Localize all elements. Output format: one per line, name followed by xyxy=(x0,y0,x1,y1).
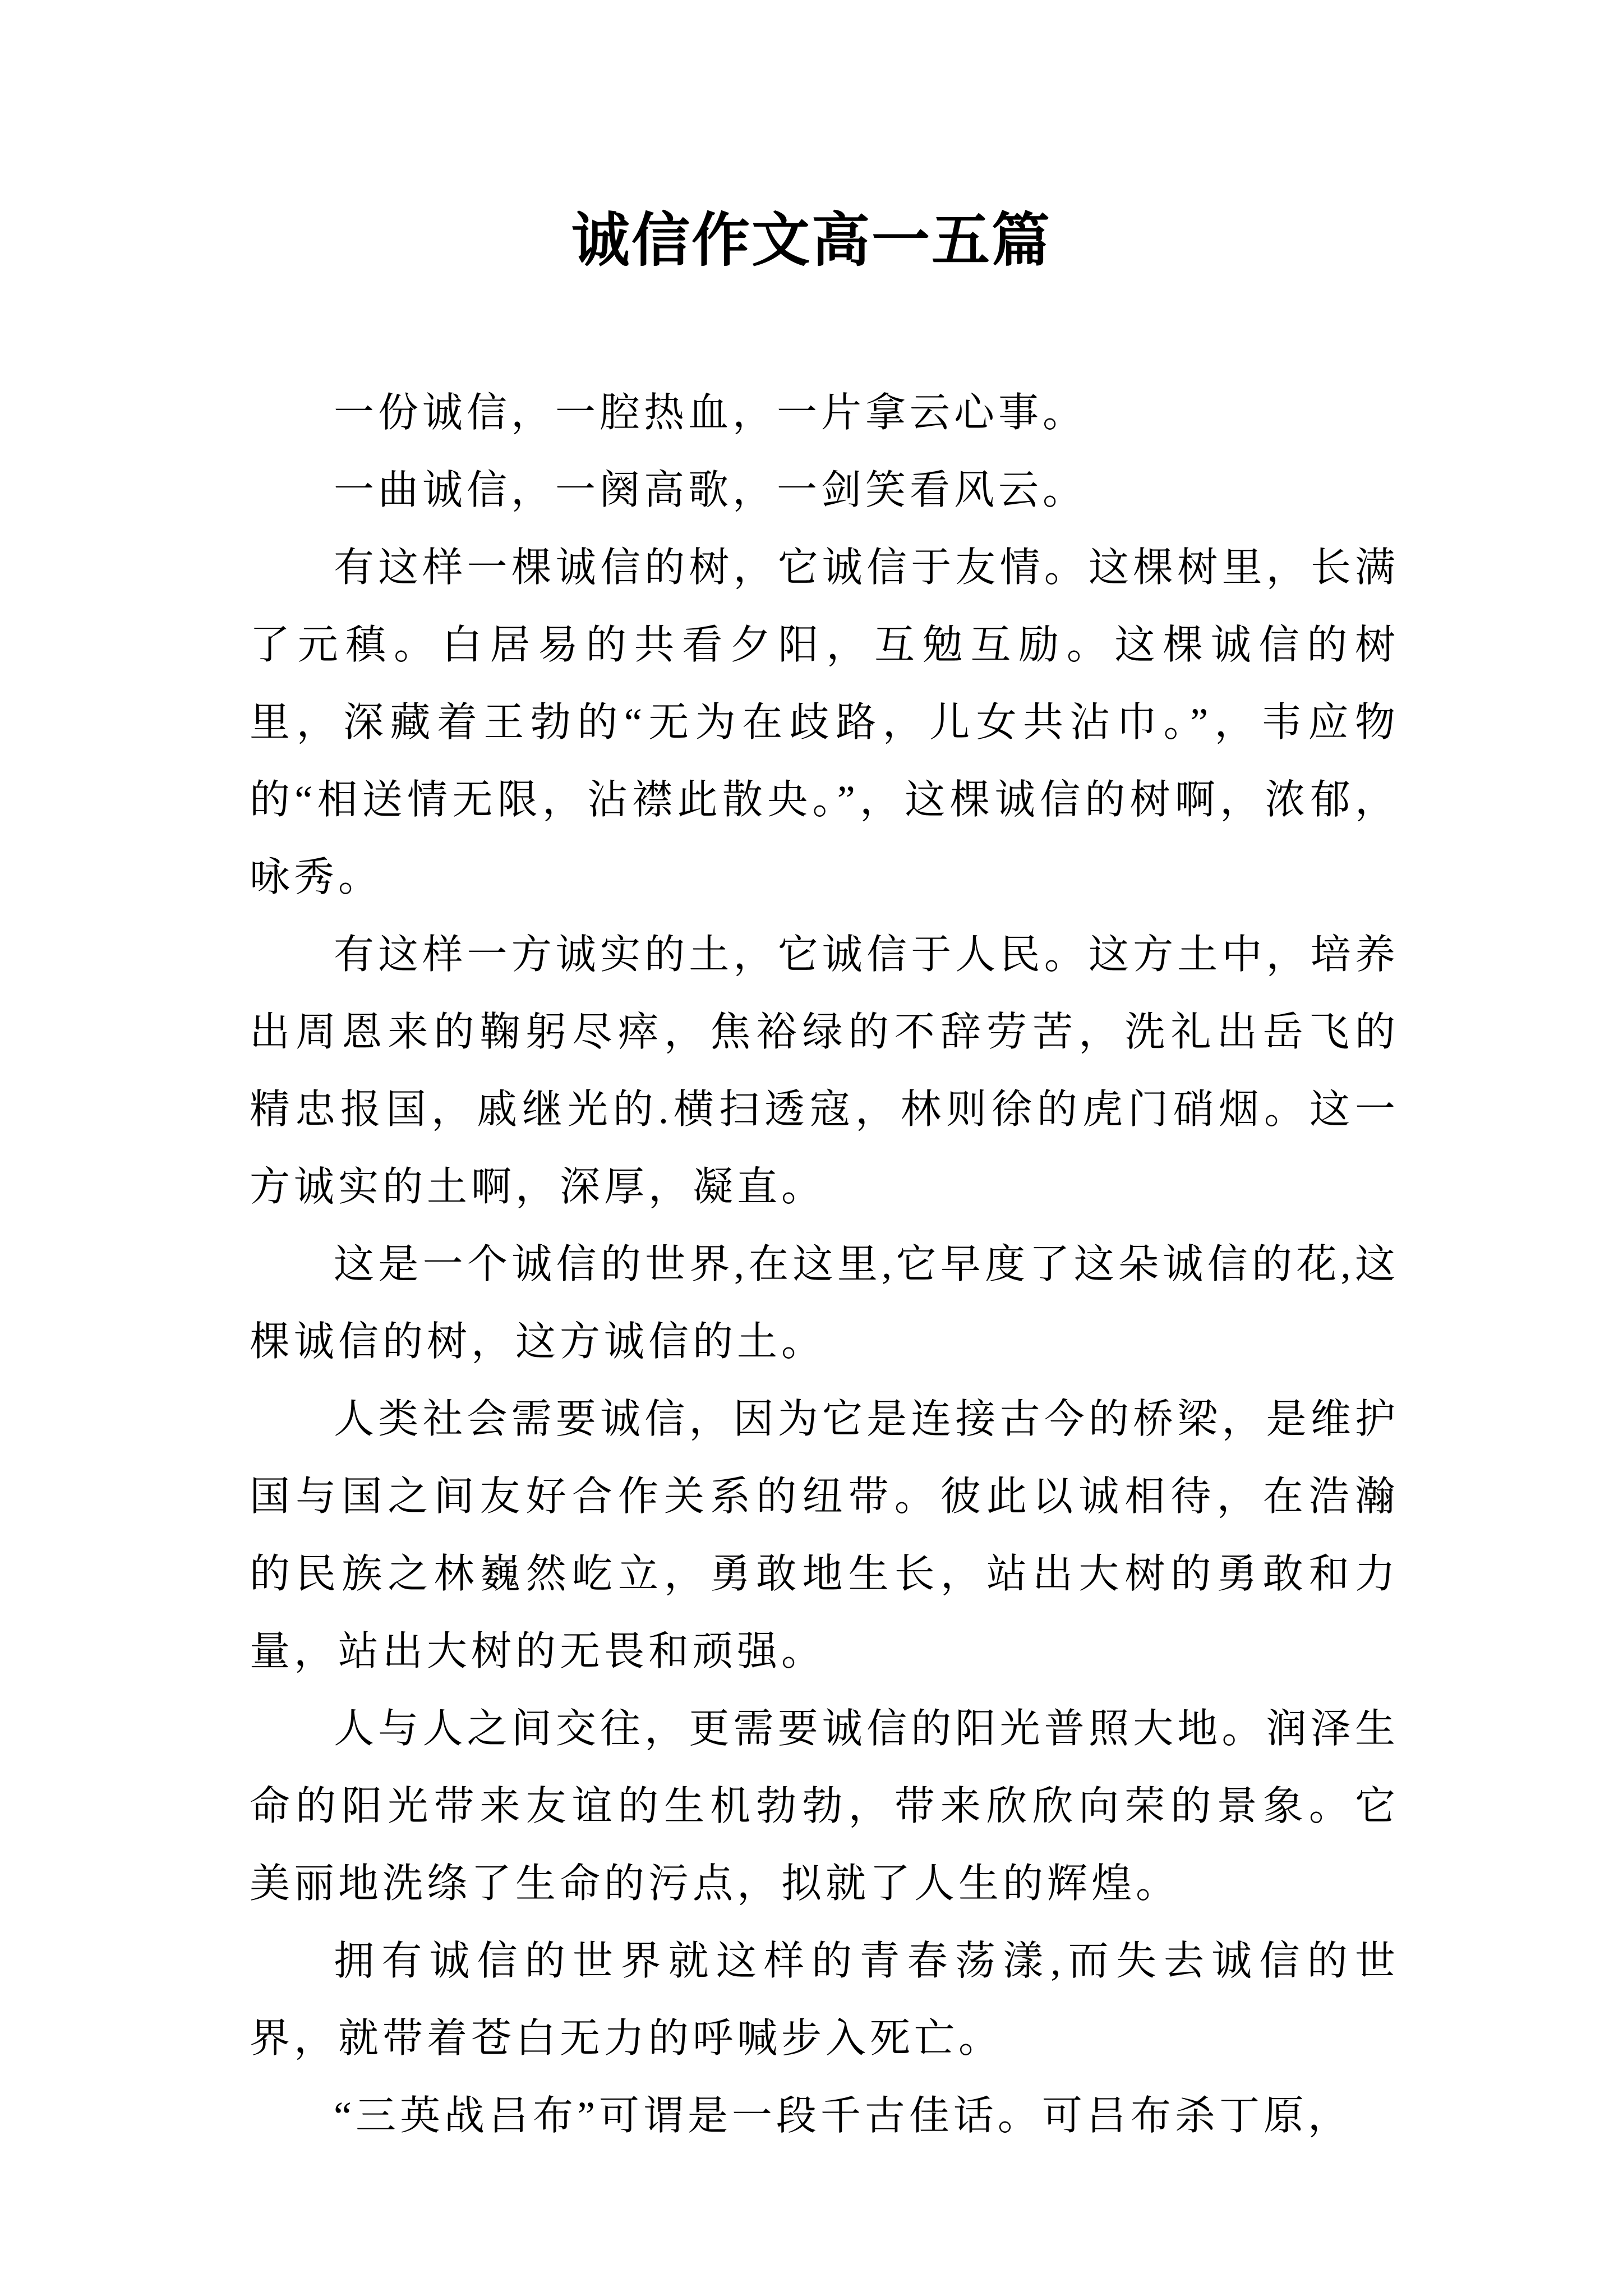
document-title: 诚信作文高一五篇 xyxy=(571,209,1052,273)
paragraph: 人与人之间交往，更需要诚信的阳光普照大地。润泽生命的阳光带来友谊的生机勃勃，带来欣欣向荣的景象。它美丽地洗绦了生命的污点，拟就了人生的辉煌。 xyxy=(250,1706,1399,1906)
paragraph: 拥有诚信的世界就这样的青春荡漾,而失去诚信的世界，就带着苍白无力的呼喊步入死亡。 xyxy=(250,1939,1399,2061)
paragraph: 人类社会需要诚信，因为它是连接古今的桥梁，是维护国与国之间友好合作关系的纽带。彼此以诚相待，在浩瀚的民族之林巍然屹立，勇敢地生长，站出大树的勇敢和力量，站出大树的无畏和顽强。 xyxy=(250,1397,1399,1674)
paragraph: 一份诚信，一腔热血，一片拿云心事。 xyxy=(334,390,1087,435)
paragraph: 这是一个诚信的世界,在这里,它早度了这朵诚信的花,这棵诚信的树，这方诚信的土。 xyxy=(250,1242,1399,1364)
paragraph: “三英战吕布”可谓是一段千古佳话。可吕布杀丁原， xyxy=(334,2093,1352,2138)
paragraph: 一曲诚信，一阕高歌，一剑笑看风云。 xyxy=(334,468,1087,513)
body-text xyxy=(250,374,1399,2155)
paragraph: 有这样一棵诚信的树，它诚信于友情。这棵树里，长满了元稹。白居易的共看夕阳，互勉互励。这棵诚信的树里，深藏着王勃的“无为在歧路，儿女共沾巾。”，韦应物的“相送情无限，沾襟此散央。”，这棵诚信的树啊，浓郁，咏秀。 xyxy=(250,545,1399,900)
paragraph: 有这样一方诚实的土，它诚信于人民。这方土中，培养出周恩来的鞠躬尽瘁，焦裕绿的不辞劳苦，洗礼出岳飞的精忠报国，戚继光的.横扫透寇，林则徐的虎门硝烟。这一方诚实的土啊，深厚，凝直。 xyxy=(250,932,1399,1209)
